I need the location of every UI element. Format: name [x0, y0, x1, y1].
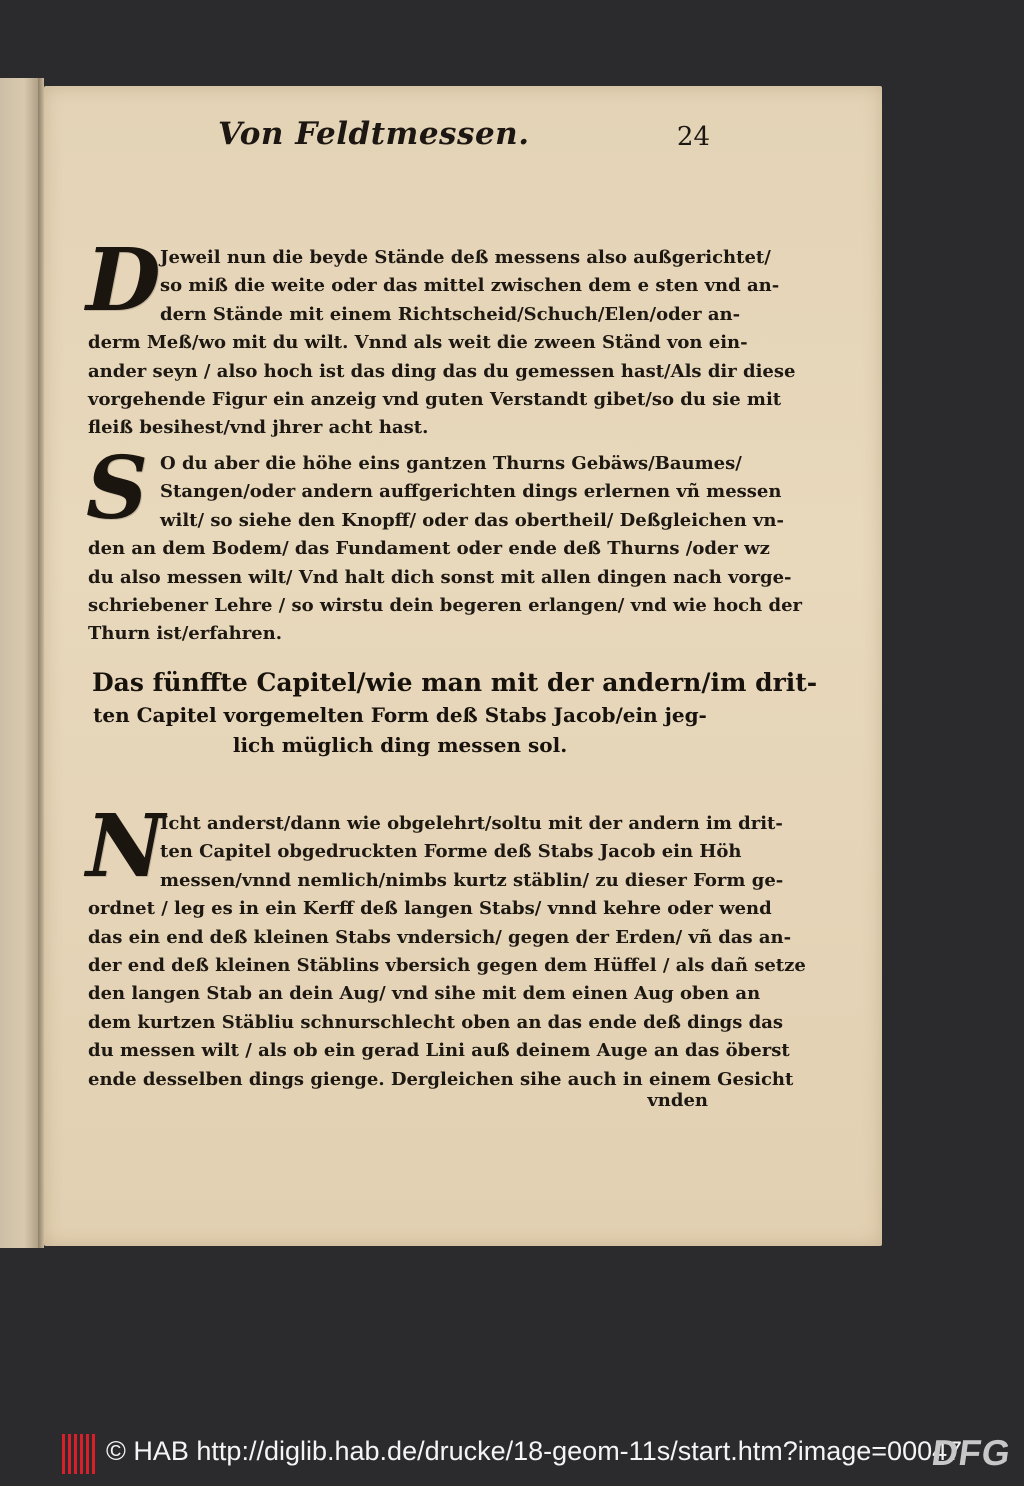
running-title: Von Feldtmessen. [218, 116, 530, 152]
text-line: ten Capitel obgedruckten Forme deß Stabs Jacob ein Höh [160, 841, 742, 863]
text-line: Stangen/oder andern auffgerichten dings erlernen vñ messen [160, 481, 782, 503]
decorated-initial: S [86, 438, 149, 539]
text-line: fleiß besihest/vnd jhrer acht hast. [88, 417, 429, 439]
text-line: das ein end deß kleinen Stabs vndersich/ gegen der Erden/ vñ das an- [88, 926, 792, 948]
text-line: Thurn ist/erfahren. [88, 623, 282, 645]
text-line: derm Meß/wo mit du wilt. Vnnd als weit die zween Ständ von ein- [88, 332, 748, 354]
text-line: so miß die weite oder das mittel zwischen dem e sten vnd an- [160, 275, 780, 297]
text-line: vorgehende Figur ein anzeig vnd guten Verstandt gibet/so du sie mit [88, 389, 782, 411]
text-line: dern Stände mit einem Richtscheid/Schuch/Elen/oder an- [160, 303, 741, 325]
page-header [218, 112, 712, 152]
text-line: ander seyn / also hoch ist das ding das du gemessen hast/Als dir diese [88, 360, 796, 382]
text-line: wilt/ so siehe den Knopff/ oder das obertheil/ Deßgleichen vn- [160, 509, 784, 531]
text-line: Icht anderst/dann wie obgelehrt/soltu mit der andern im drit- [160, 813, 783, 834]
chapter-heading [92, 666, 818, 760]
decorated-initial: D [86, 230, 161, 331]
footer-bar [0, 1426, 1024, 1486]
text-line: ende desselben dings gienge. Dergleichen sihe auch in einem Gesicht [88, 1068, 794, 1090]
text-line: schriebener Lehre / so wirstu dein begeren erlangen/ vnd wie hoch der [88, 595, 803, 617]
source-link[interactable]: © HAB http://diglib.hab.de/drucke/18-geom-11s/start.htm?image=00047 [106, 1436, 963, 1466]
text-line: du messen wilt / als ob ein gerad Lini auß deinem Auge an das öberst [88, 1040, 790, 1062]
text-line: der end deß kleinen Stäblins vbersich gegen dem Hüffel / als dañ setze [88, 955, 806, 977]
decorated-initial: N [86, 796, 165, 897]
catchword: vnden [647, 1090, 708, 1111]
page-number: 24 [676, 122, 710, 152]
text-line: O du aber die höhe eins gantzen Thurns Gebäws/Baumes/ [160, 453, 742, 474]
paragraph-2 [88, 450, 803, 649]
text-line: messen/vnnd nemlich/nimbs kurtz stäblin/ zu dieser Form ge- [160, 869, 784, 891]
text-line: Jeweil nun die beyde Stände deß messens also außgerichtet/ [160, 247, 771, 268]
dfg-logo: DFG [929, 1432, 1014, 1473]
facing-page-edge [0, 78, 41, 1248]
chapter-heading-line: Das fünffte Capitel/wie man mit der andern/im drit- [92, 668, 818, 697]
paragraph-1 [88, 244, 796, 443]
text-line: du also messen wilt/ Vnd halt dich sonst mit allen dingen nach vorge- [88, 566, 792, 588]
chapter-heading-line: ten Capitel vorgemelten Form deß Stabs Jacob/ein jeg- [93, 703, 707, 727]
text-line: den langen Stab an dein Aug/ vnd sihe mit dem einen Aug oben an [88, 983, 761, 1005]
paragraph-3 [88, 810, 806, 1094]
text-line: dem kurtzen Stäbliu schnurschlecht oben an das ende deß dings das [88, 1011, 784, 1033]
chapter-heading-line: lich müglich ding messen sol. [232, 733, 568, 757]
text-line: den an dem Bodem/ das Fundament oder ende deß Thurns /oder wz [88, 538, 770, 560]
text-line: ordnet / leg es in ein Kerff deß langen Stabs/ vnnd kehre oder wend [88, 898, 772, 920]
barcode-icon [62, 1434, 98, 1474]
